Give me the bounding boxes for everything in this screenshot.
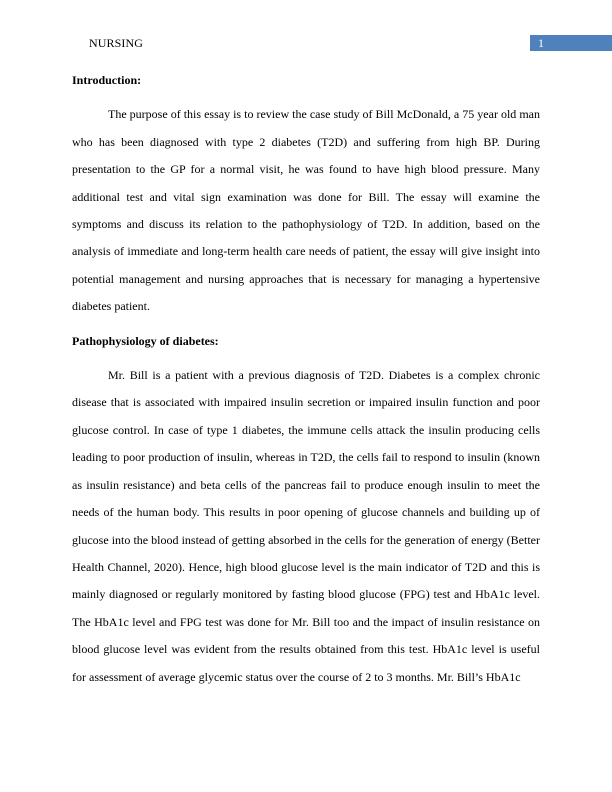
page-number-badge [530,35,612,51]
section-heading-introduction: Introduction: [72,73,142,87]
page-number: 1 [538,36,544,50]
pathophysiology-paragraph: Mr. Bill is a patient with a previous diagnosis of T2D. Diabetes is a complex chronic disease that is associated with impaired insulin secretion or impaired insulin function and poor glucose control. In case of type 1 diabetes, the immune cells attack the insulin producing cells leading to poor production of insulin, whereas in T2D, the cells fail to respond to insulin (known as insulin resistance) and beta cells of the pancreas fail to produce enough insulin to meet the needs of the human body. This results in poor opening of glucose channels and building up of glucose into the blood instead of getting absorbed in the cells for the generation of energy (Better Health Channel, 2020). Hence, high blood glucose level is the main indicator of T2D and this is mainly diagnosed or regularly monitored by fasting blood glucose (FPG) test and HbA1c level. The HbA1c level and FPG test was done for Mr. Bill too and the impact of insulin resistance on blood glucose level was evident from the results obtained from this test. HbA1c level is useful for assessment of average glycemic status over the course of 2 to 3 months. Mr. Bill’s HbA1c [72,368,540,684]
document-body [72,67,540,691]
introduction-paragraph: The purpose of this essay is to review the case study of Bill McDonald, a 75 year old man who has been diagnosed with type 2 diabetes (T2D) and suffering from high BP. During presentation to the GP for a normal visit, he was found to have high blood pressure. Many additional test and vital sign examination was done for Bill. The essay will examine the symptoms and discuss its relation to the pathophysiology of T2D. In addition, based on the analysis of immediate and long-term health care needs of patient, the essay will give insight into potential management and nursing approaches that is necessary for managing a hypertensive diabetes patient. [72,107,540,314]
running-head: NURSING [89,36,144,50]
section-heading-pathophysiology: Pathophysiology of diabetes: [72,333,219,348]
